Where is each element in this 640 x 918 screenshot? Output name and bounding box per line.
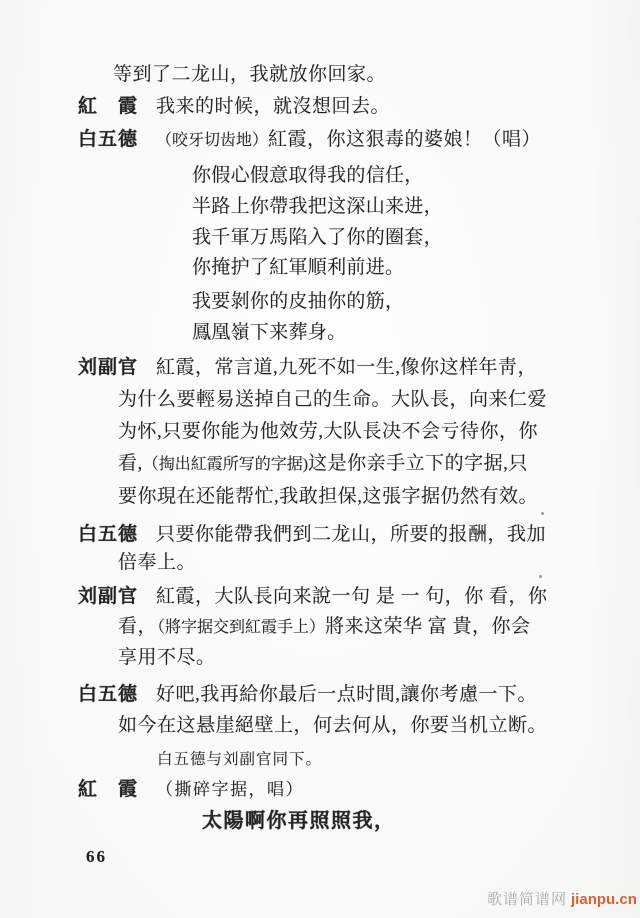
dialogue-text: 紅霞，常言道,九死不如一生,像你这样年靑， bbox=[156, 357, 538, 378]
dialogue-text: 好吧,我再給你最后一点时間,讓你考慮一下。 bbox=[156, 684, 538, 705]
script-line bbox=[118, 486, 538, 508]
speaker-name: 紅 霞 bbox=[78, 779, 139, 800]
scan-speck bbox=[539, 575, 542, 578]
script-line bbox=[118, 453, 528, 476]
verse-text: 你掩护了紅軍順利前进。 bbox=[192, 257, 405, 278]
dialogue-fragment: 將来这荣华 富 貴，你会 bbox=[325, 616, 531, 637]
verse-text: 你假心假意取得我的信任， bbox=[192, 165, 424, 186]
dialogue-text bbox=[156, 129, 541, 152]
page-number: 66 bbox=[86, 847, 107, 866]
sing-cue: （唱） bbox=[482, 129, 542, 150]
verse-line bbox=[192, 227, 443, 249]
dialogue-text: 我来的时候，就沒想回去。 bbox=[156, 96, 391, 117]
dialogue-continuation-text: 等到了二龙山，我就放你回家。 bbox=[113, 64, 387, 85]
script-line bbox=[118, 616, 531, 639]
dialogue-fragment: 紅霞，你这狠毒的婆娘！ bbox=[268, 129, 483, 150]
dialogue-continuation-text: 倍奉上。 bbox=[118, 552, 197, 573]
stage-note-inline: （咬牙切齿地） bbox=[156, 132, 269, 149]
verse-text: 我要剝你的皮抽你的筋， bbox=[192, 291, 405, 312]
stage-note-inline: （掏出紅霞所写的字据) bbox=[142, 456, 309, 473]
watermark bbox=[487, 888, 637, 909]
dialogue-continuation-text: 享用不尽。 bbox=[118, 647, 216, 668]
script-line bbox=[118, 421, 538, 443]
script-line bbox=[118, 389, 547, 411]
dialogue-continuation-text: 为什么要輕易送掉自己的生命。大队長，向来仁爱 bbox=[118, 389, 548, 410]
verse-line bbox=[192, 291, 404, 313]
speaker-name: 紅 霞 bbox=[78, 96, 139, 117]
stage-note-inline: （將字据交到紅霞手上） bbox=[157, 619, 326, 636]
dialogue-fragment: 这是你亲手立下的字据,只 bbox=[308, 453, 528, 474]
dialogue-fragment: 看, bbox=[118, 453, 143, 474]
stage-direction-text: 白五德与刘副官同下。 bbox=[157, 751, 323, 768]
sung-emphasis-line bbox=[202, 810, 396, 832]
stage-note-inline: （撕碎字据，唱） bbox=[156, 780, 304, 799]
dialogue-continuation-text: 为怀,只要你能为他效劳,大队長决不会亏待你，你 bbox=[118, 421, 539, 442]
dialogue-text: 紅霞，大队長向来說一句 是 一 句，你 看，你 bbox=[156, 586, 548, 607]
stage-direction bbox=[157, 749, 322, 771]
verse-line bbox=[192, 322, 346, 344]
dialogue-fragment: 看， bbox=[118, 616, 158, 637]
scan-speck bbox=[541, 512, 544, 515]
verse-line bbox=[192, 196, 443, 218]
script-line bbox=[118, 715, 547, 737]
dialogue-text: 只要你能帶我們到二龙山，所要的报酬，我加 bbox=[156, 524, 547, 545]
sung-text: 太陽啊你再照照我， bbox=[202, 810, 396, 832]
verse-text: 鳳凰嶺下来葬身。 bbox=[192, 322, 347, 343]
watermark-site-url: jianpu.cn bbox=[571, 891, 637, 908]
speaker-name: 白五德 bbox=[78, 129, 139, 150]
verse-line bbox=[192, 257, 404, 279]
dialogue-continuation-text: 如今在这悬崖絕壁上，何去何从，你要当机立断。 bbox=[118, 715, 548, 736]
speaker-name: 刘副官 bbox=[78, 586, 139, 607]
speaker-name: 白五德 bbox=[78, 524, 139, 545]
script-line bbox=[113, 64, 386, 86]
verse-text: 半路上你帶我把这深山来进， bbox=[192, 196, 443, 217]
speaker-name: 白五德 bbox=[78, 684, 139, 705]
speaker-name: 刘副官 bbox=[78, 357, 139, 378]
watermark-site-name: 歌谱简谱网 bbox=[487, 891, 568, 908]
verse-text: 我千軍万馬陷入了你的圈套， bbox=[192, 227, 443, 248]
script-line bbox=[118, 647, 216, 669]
script-line bbox=[118, 552, 196, 574]
dialogue-continuation-text: 要你現在还能帮忙,我敢担保,这張字据仍然有效。 bbox=[118, 486, 539, 507]
verse-line bbox=[192, 165, 424, 187]
